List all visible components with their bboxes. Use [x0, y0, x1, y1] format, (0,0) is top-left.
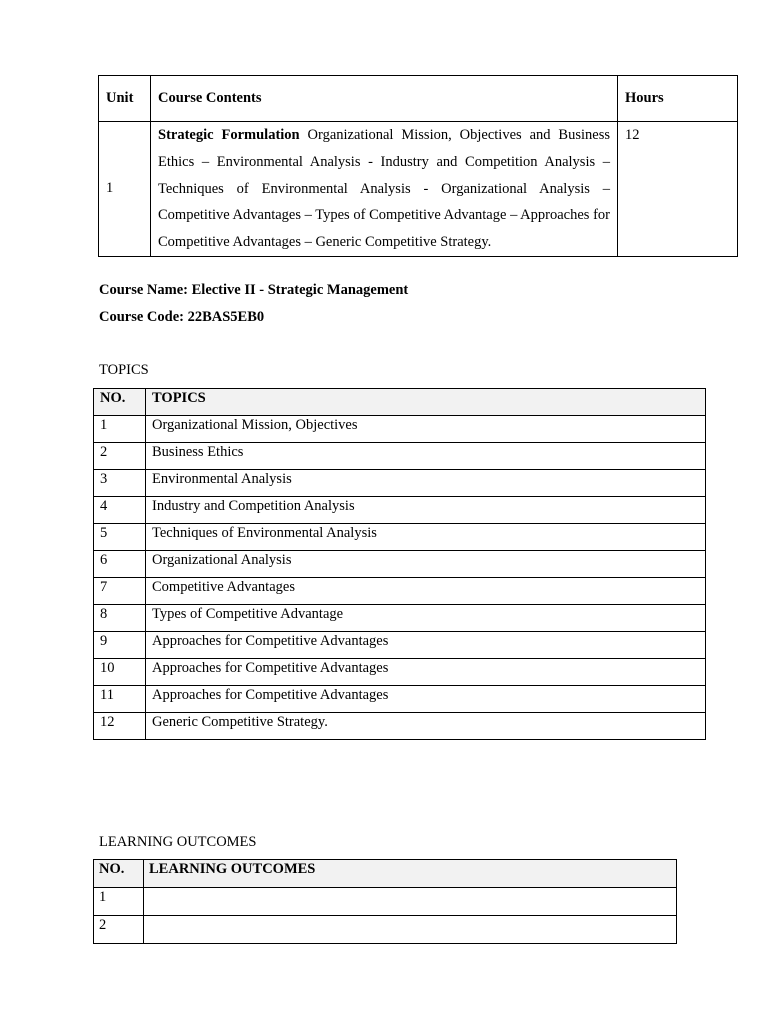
cell-no: 2	[94, 916, 144, 944]
cell-no: 5	[94, 524, 146, 551]
cell-no: 3	[94, 470, 146, 497]
header-topics: TOPICS	[146, 389, 706, 416]
cell-topic: Environmental Analysis	[146, 470, 706, 497]
table-row	[94, 686, 706, 713]
table-row	[94, 497, 706, 524]
cell-topic: Generic Competitive Strategy.	[146, 713, 706, 740]
cell-topic: Approaches for Competitive Advantages	[146, 632, 706, 659]
cell-no: 6	[94, 551, 146, 578]
table-row	[94, 632, 706, 659]
header-hours: Hours	[618, 76, 738, 122]
table-row	[94, 551, 706, 578]
course-contents-table	[98, 75, 738, 257]
table-row	[94, 470, 706, 497]
header-no: NO.	[94, 860, 144, 888]
table-header-row	[94, 389, 706, 416]
unit-contents: Organizational Mission, Objectives and Business Ethics – Environmental Analysis - Industry and Competition Analysis – Techniques of Environmental Analysis - Organizational Analysis – Competitive Advantages – Types of Competitive Advantage – Approaches for Competitive Advantages – Generic Competitive Strategy.	[158, 127, 610, 251]
topics-table	[93, 388, 706, 740]
table-row	[94, 605, 706, 632]
table-row	[94, 524, 706, 551]
cell-no: 12	[94, 713, 146, 740]
cell-topic: Types of Competitive Advantage	[146, 605, 706, 632]
table-row	[94, 443, 706, 470]
topics-heading: TOPICS	[99, 362, 149, 378]
cell-no: 4	[94, 497, 146, 524]
cell-no: 1	[94, 416, 146, 443]
header-no: NO.	[94, 389, 146, 416]
course-contents-cell	[151, 122, 618, 257]
learning-outcomes-table	[93, 859, 677, 944]
learning-outcomes-heading: LEARNING OUTCOMES	[99, 834, 257, 850]
cell-topic: Competitive Advantages	[146, 578, 706, 605]
unit-hours: 12	[618, 122, 738, 257]
cell-topic: Approaches for Competitive Advantages	[146, 686, 706, 713]
table-header-row	[94, 860, 677, 888]
cell-no: 11	[94, 686, 146, 713]
table-row	[94, 713, 706, 740]
table-row	[94, 416, 706, 443]
cell-topic: Techniques of Environmental Analysis	[146, 524, 706, 551]
cell-outcome	[144, 888, 677, 916]
header-unit: Unit	[99, 76, 151, 122]
cell-topic: Organizational Mission, Objectives	[146, 416, 706, 443]
table-row	[99, 122, 738, 257]
cell-no: 1	[94, 888, 144, 916]
cell-topic: Approaches for Competitive Advantages	[146, 659, 706, 686]
cell-outcome	[144, 916, 677, 944]
header-learning-outcomes: LEARNING OUTCOMES	[144, 860, 677, 888]
cell-no: 7	[94, 578, 146, 605]
unit-title: Strategic Formulation	[158, 127, 300, 143]
course-name: Course Name: Elective II - Strategic Management	[99, 282, 409, 298]
cell-no: 9	[94, 632, 146, 659]
table-row	[94, 888, 677, 916]
cell-topic: Organizational Analysis	[146, 551, 706, 578]
cell-no: 8	[94, 605, 146, 632]
unit-number: 1	[99, 122, 151, 257]
cell-topic: Industry and Competition Analysis	[146, 497, 706, 524]
cell-no: 10	[94, 659, 146, 686]
table-row	[94, 916, 677, 944]
cell-topic: Business Ethics	[146, 443, 706, 470]
header-course-contents: Course Contents	[151, 76, 618, 122]
table-header-row	[99, 76, 738, 122]
table-row	[94, 659, 706, 686]
table-row	[94, 578, 706, 605]
course-code: Course Code: 22BAS5EB0	[99, 309, 265, 325]
cell-no: 2	[94, 443, 146, 470]
